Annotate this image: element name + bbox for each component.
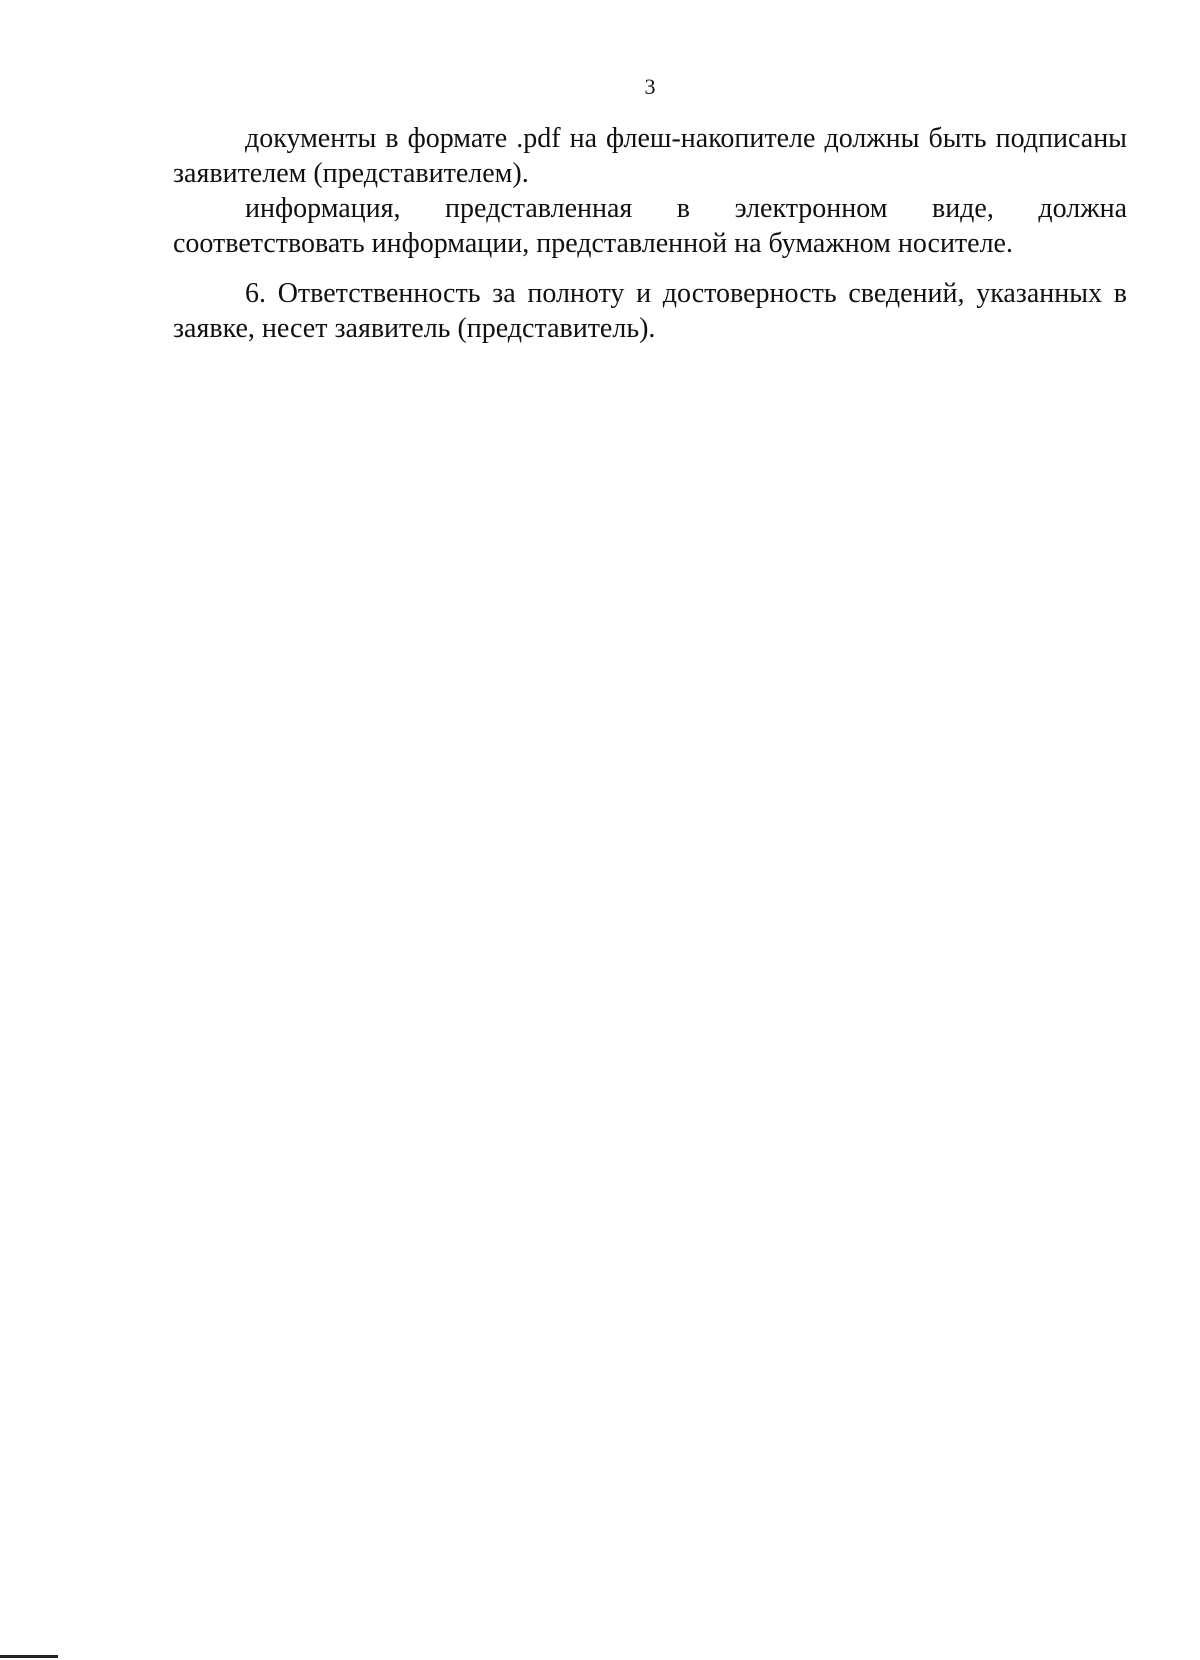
document-body <box>173 121 1127 346</box>
paragraph-electronic-info: информация, представленная в электронном виде, должна соответствовать информации, представленной на бумажном носителе. <box>173 193 1127 259</box>
scan-edge-mark <box>0 1655 58 1658</box>
paragraph-responsibility: 6. Ответственность за полноту и достоверность сведений, указанных в заявке, несет заявитель (представитель). <box>173 278 1127 344</box>
page-number: 3 <box>644 74 656 99</box>
paragraph-documents-pdf: документы в формате .pdf на флеш-накопителе должны быть подписаны заявителем (представителем). <box>173 123 1127 189</box>
